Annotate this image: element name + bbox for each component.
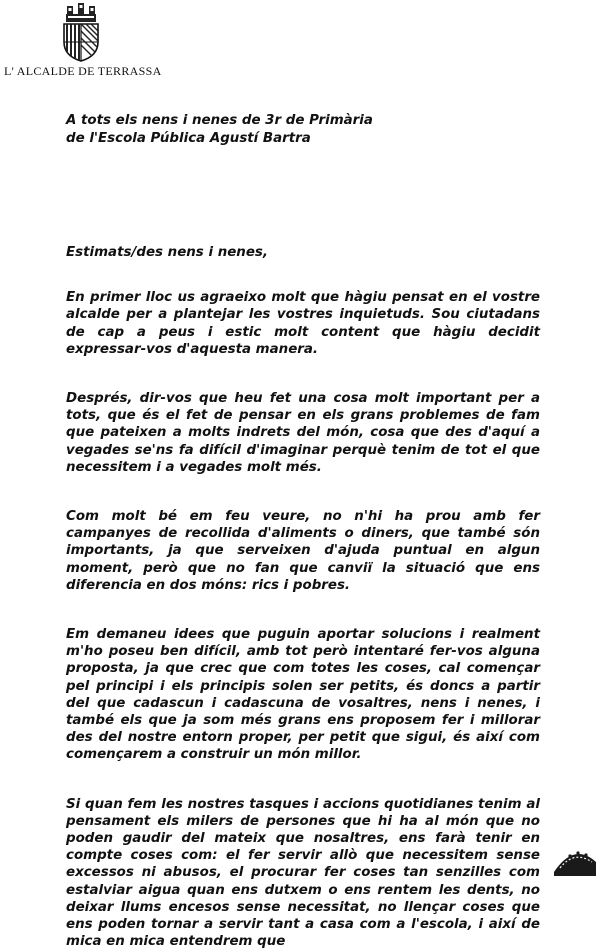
paper-stamp-icon [550,832,598,876]
paragraph-5: Si quan fem les nostres tasques i accions quotidianes tenim al pensament els milers de persones que hi ha al món que no poden gaudir del mateix que nosaltres, ens farà tenir en compte coses com: el fer servir allò que necessitem sense excessos ni abusos, el procurar fer coses tan senzilles com estalviar aigua quan ens dutxem o ens rentem les dents, no deixar llums encesos sense necessitat, no llençar coses que ens poden tornar a servir tant a casa com a l'escola, i així de mica en mica entendrem que [66,796,540,950]
paragraph-3: Com molt bé em feu veure, no n'hi ha prou amb fer campanyes de recollida d'aliments o diners, que també són importants, ja que serveixen d'ajuda puntual en algun moment, però que no fan que canviï la situació que ens diferencia en dos móns: rics i pobres. [66,509,540,593]
paragraph-2: Després, dir-vos que heu fet una cosa molt important per a tots, que és el fet de pensar en els grans problemes de fam que pateixen a molts indrets del món, cosa que des d'aquí a vegades se'ns fa difícil d'imaginar perquè tenim de tot el que necessitem i a vegades molt més. [66,391,540,475]
coat-of-arms-icon [60,0,102,62]
letter-body [66,112,540,951]
paragraph-4: Em demaneu idees que puguin aportar solucions i realment m'ho poseu ben difícil, amb tot però intentaré fer-vos alguna proposta, ja que crec que com totes les coses, cal començar pel principi i els principis solen ser petits, és doncs a partir del que cadascun i cadascuna de vosaltres, nens i nenes, i també els que ja som més grans ens proposem fer i millorar des del nostre entorn proper, per petit que sigui, és així com començarem a construir un món millor. [66,627,540,763]
recipient-line-1: A tots els nens i nenes de 3r de Primària [66,113,373,128]
salutation: Estimats/des nens i nenes, [66,245,268,260]
recipient-line-2: de l'Escola Pública Agustí Bartra [66,131,311,146]
paragraph-1: En primer lloc us agraeixo molt que hàgiu pensat en el vostre alcalde per a plantejar les vostres inquietuds. Sou ciutadans de cap a peus i estic molt content que hàgiu decidit expressar-vos d'aquesta manera. [66,290,540,357]
recipient-block [66,112,540,148]
letterhead-office: L' ALCALDE DE TERRASSA [4,64,162,78]
